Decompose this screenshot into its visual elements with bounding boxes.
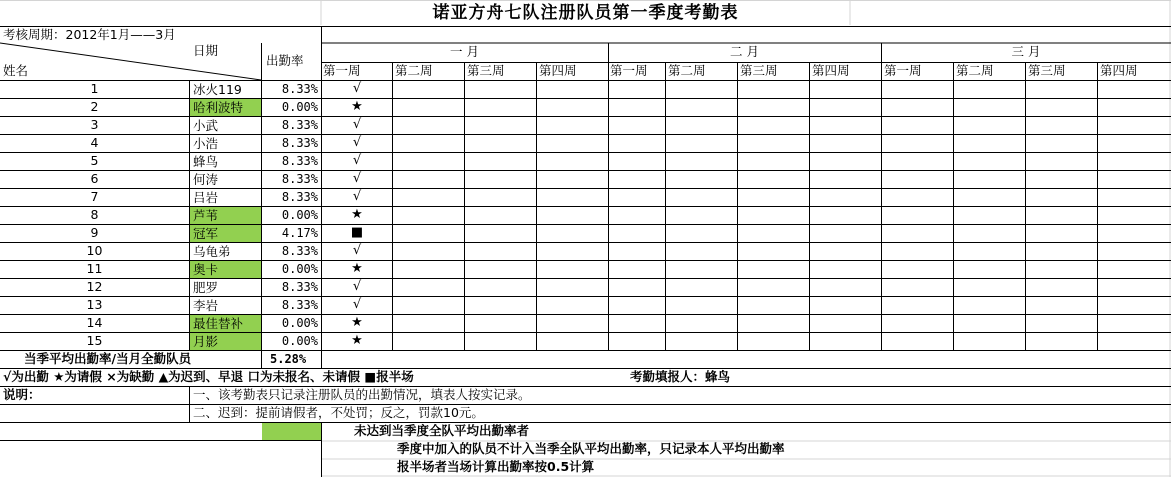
week-header: 第四周	[812, 63, 850, 78]
attendance-mark: √	[352, 189, 362, 204]
week-header: 第四周	[539, 63, 577, 78]
week-header: 第一周	[610, 63, 648, 78]
sheet-title: 诺亚方舟七队注册队员第一季度考勤表	[432, 3, 739, 23]
member-name: 哈利波特	[190, 99, 261, 116]
week-header: 第一周	[884, 63, 922, 78]
member-number: 1	[90, 81, 99, 96]
week-header: 第三周	[1028, 63, 1066, 78]
notes-line-2: 二、迟到：提前请假者，不处罚；反之，罚款10元。	[193, 405, 484, 420]
attendance-mark: √	[352, 297, 362, 312]
average-label: 当季平均出勤率/当月全勤队员	[24, 351, 192, 366]
member-name: 吕岩	[193, 190, 219, 205]
member-name: 蜂鸟	[193, 154, 219, 169]
member-name: 小浩	[193, 136, 219, 151]
member-rate: 8.33%	[281, 280, 318, 294]
average-value: 5.28%	[270, 352, 307, 366]
member-number: 11	[86, 261, 103, 276]
rate-header: 出勤率	[266, 53, 304, 68]
period-label: 考核周期：2012年1月——3月	[3, 27, 176, 42]
week-header: 第四周	[1100, 63, 1138, 78]
member-name: 乌龟弟	[193, 244, 231, 259]
attendance-mark: ★	[351, 333, 363, 348]
member-name: 冠军	[190, 225, 261, 242]
green-legend-text: 未达到当季度全队平均出勤率者	[354, 423, 530, 438]
member-rate: 0.00%	[281, 100, 318, 114]
member-rate: 0.00%	[281, 262, 318, 276]
attendance-mark: ★	[351, 99, 363, 114]
member-rate: 8.33%	[281, 154, 318, 168]
attendance-mark: √	[352, 243, 362, 258]
member-number: 9	[90, 225, 99, 240]
week-header: 第二周	[956, 63, 994, 78]
attendance-mark: √	[352, 117, 362, 132]
footnote-line-2: 季度中加入的队员不计入当季全队平均出勤率，只记录本人平均出勤率	[397, 441, 785, 456]
attendance-mark: ■	[350, 225, 364, 240]
member-name: 月影	[190, 333, 261, 350]
member-number: 6	[90, 171, 99, 186]
month-3-header: 三 月	[1011, 44, 1041, 59]
attendance-mark: √	[352, 81, 362, 96]
member-name: 芦苇	[190, 207, 261, 224]
member-number: 15	[86, 333, 103, 348]
member-number: 14	[86, 315, 103, 330]
member-number: 2	[90, 99, 99, 114]
attendance-mark: ★	[351, 261, 363, 276]
member-name: 何涛	[193, 172, 219, 187]
member-rate: 0.00%	[281, 334, 318, 348]
week-header: 第一周	[323, 63, 361, 78]
member-number: 8	[90, 207, 99, 222]
member-name: 小武	[193, 118, 219, 133]
week-header: 第三周	[467, 63, 505, 78]
month-1-header: 一 月	[450, 44, 479, 59]
member-number: 12	[86, 279, 103, 294]
member-number: 10	[86, 243, 103, 258]
date-header: 日期	[193, 43, 219, 58]
member-rate: 8.33%	[281, 118, 318, 132]
member-name: 李岩	[193, 298, 219, 313]
member-number: 4	[90, 135, 99, 150]
green-legend-swatch	[262, 423, 321, 440]
attendance-mark: √	[352, 153, 362, 168]
member-name: 冰火119	[193, 82, 242, 97]
member-rate: 8.33%	[281, 298, 318, 312]
attendance-mark: ★	[351, 315, 363, 330]
reporter-text: 考勤填报人：蜂鸟	[630, 369, 731, 384]
member-name: 肥罗	[193, 280, 219, 295]
footnote-line-3: 报半场者当场计算出勤率按0.5计算	[397, 459, 595, 474]
attendance-mark: √	[352, 279, 362, 294]
week-header: 第三周	[740, 63, 778, 78]
member-number: 7	[90, 189, 99, 204]
member-rate: 8.33%	[281, 244, 318, 258]
week-header: 第二周	[395, 63, 433, 78]
member-rate: 8.33%	[281, 172, 318, 186]
name-header: 姓名	[3, 63, 29, 78]
notes-line-1: 一、该考勤表只记录注册队员的出勤情况，填表人按实记录。	[193, 387, 531, 402]
member-number: 5	[90, 153, 99, 168]
member-name: 奥卡	[190, 261, 261, 278]
member-name: 最佳替补	[190, 315, 261, 332]
member-rate: 8.33%	[281, 82, 318, 96]
member-number: 13	[86, 297, 103, 312]
attendance-mark: ★	[351, 207, 363, 222]
member-rate: 4.17%	[281, 226, 318, 240]
member-rate: 8.33%	[281, 190, 318, 204]
member-rate: 0.00%	[281, 316, 318, 330]
member-rate: 8.33%	[281, 136, 318, 150]
week-header: 第二周	[668, 63, 706, 78]
attendance-mark: √	[352, 135, 362, 150]
notes-label: 说明：	[3, 387, 41, 402]
month-2-header: 二 月	[730, 44, 759, 59]
member-rate: 0.00%	[281, 208, 318, 222]
legend-text: √为出勤 ★为请假 ×为缺勤 ▲为迟到、早退 口为未报名、未请假 ■报半场	[3, 369, 414, 384]
attendance-mark: √	[352, 171, 362, 186]
member-number: 3	[90, 117, 99, 132]
